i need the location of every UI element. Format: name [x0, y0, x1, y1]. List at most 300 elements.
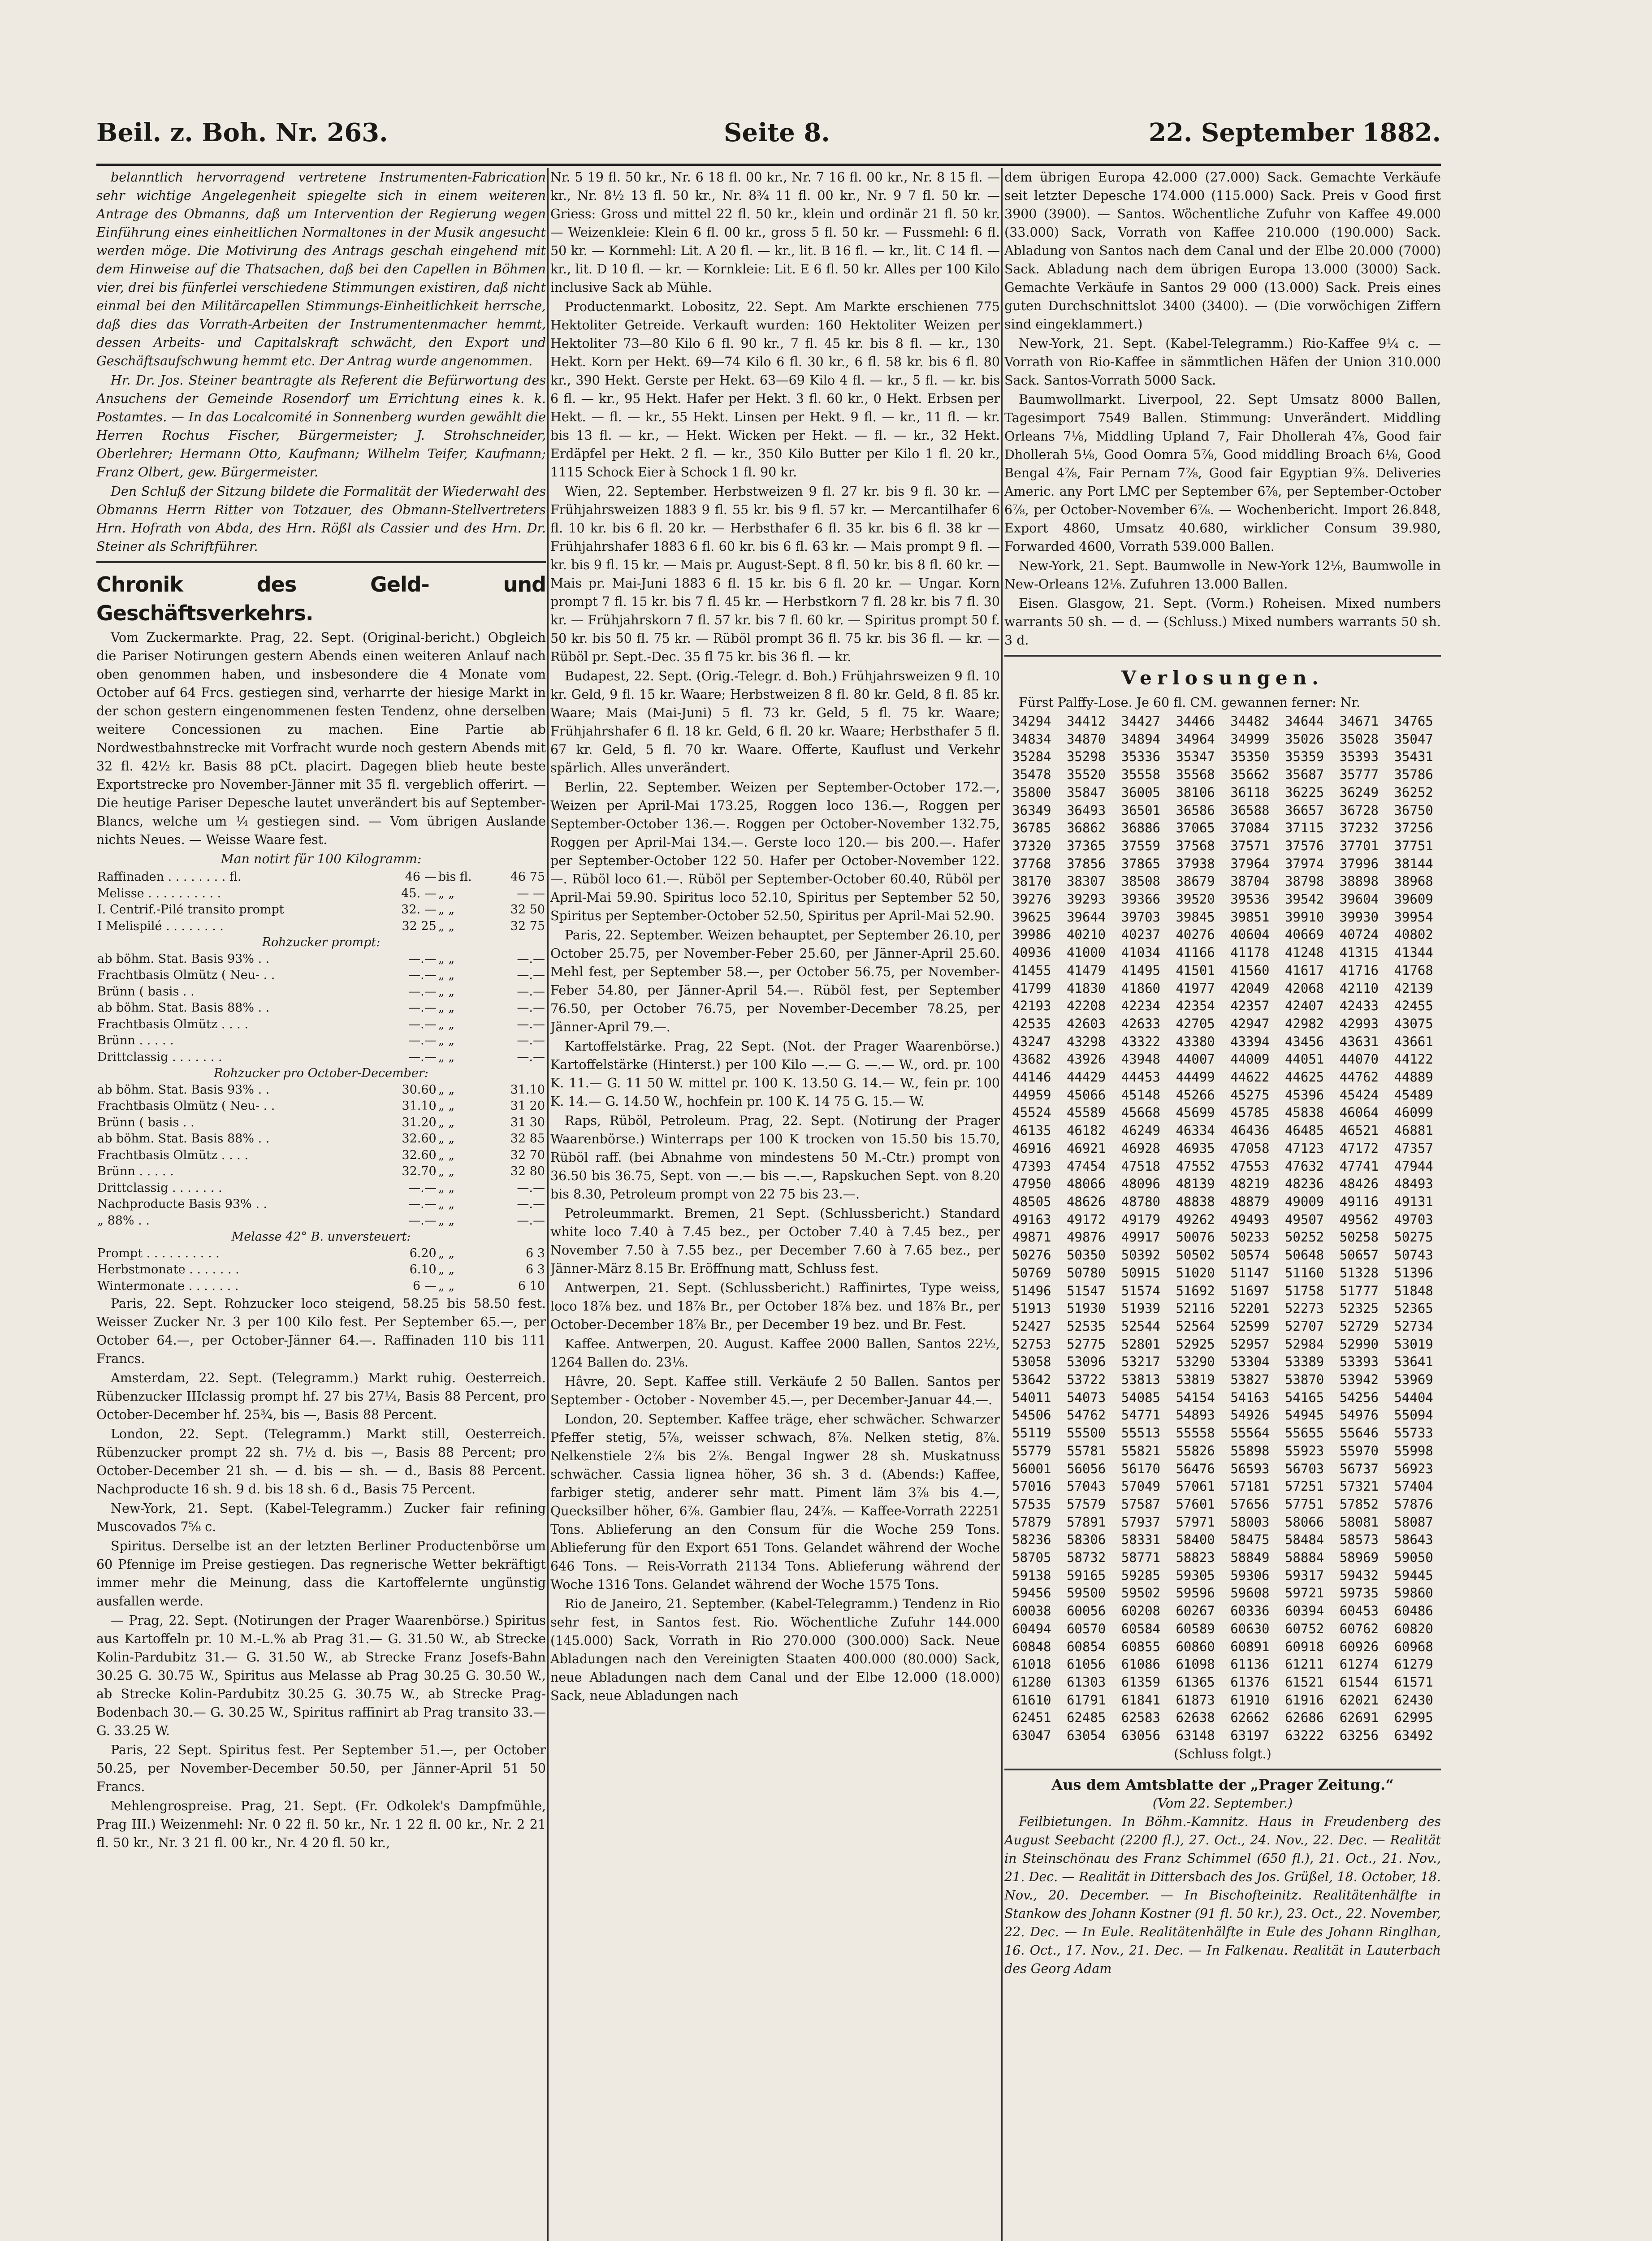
section-divider — [96, 561, 546, 563]
lottery-number: 50258 — [1339, 1229, 1379, 1245]
market-report: Amsterdam, 22. Sept. (Telegramm.) Markt ruhig. Oesterreich. Rübenzucker IIIclassig prompt hf. 27 bis 27¼, Basis 88 Percent, pro October-December hf. 25¾, bis —, Basis 88 Percent. — [96, 1371, 546, 1422]
market-report: Kartoffelstärke. Prag, 22 Sept. (Not. der Prager Waarenbörse.) Kartoffelstärke (Hinterst.) per 100 Kilo —.— G. —.— W., ord. pr. 100 K. 11.— G. 11 50 W. mittel pr. 100 K. 13.50 G. 14.— W., fein pr. 100 K. 14.— G. 14.50 W., hochfein pr. 100 K. 14 75 G. 15.— W. — [550, 1039, 1000, 1109]
lottery-number: 46485 — [1284, 1123, 1324, 1138]
lottery-number: 48780 — [1121, 1194, 1161, 1209]
lottery-number: 43948 — [1121, 1051, 1161, 1067]
column-2 — [550, 168, 1000, 2241]
lottery-number: 37768 — [1012, 856, 1051, 871]
section-divider — [1004, 1769, 1441, 1770]
lottery-number: 38170 — [1012, 874, 1051, 889]
lottery-row — [1004, 909, 1441, 926]
lottery-number: 51020 — [1176, 1265, 1215, 1281]
lottery-row — [1004, 1371, 1441, 1389]
price-cell-mid: „ „ — [438, 1164, 455, 1178]
price-cell-name: Prompt . . . . . . . . . . — [97, 1246, 220, 1260]
lottery-number: 35336 — [1121, 749, 1161, 765]
lottery-number: 58484 — [1284, 1532, 1324, 1548]
price-cell-name: „ 88% . . — [97, 1213, 150, 1228]
lottery-number: 57876 — [1394, 1496, 1433, 1512]
lottery-number: 45275 — [1230, 1087, 1270, 1103]
price-cell-a: 32.70 — [402, 1164, 437, 1178]
lottery-number: 37559 — [1121, 838, 1161, 853]
price-cell-name: Herbstmonate . . . . . . . — [97, 1263, 239, 1276]
lottery-number: 37568 — [1176, 838, 1215, 853]
lottery-number: 58884 — [1284, 1550, 1324, 1566]
lottery-number: 50780 — [1066, 1265, 1106, 1281]
price-cell-a: —.— — [408, 1017, 437, 1031]
lottery-number: 59502 — [1121, 1585, 1161, 1601]
lottery-number: 48219 — [1230, 1176, 1270, 1192]
lottery-number: 35558 — [1121, 767, 1161, 783]
lottery-number: 54154 — [1176, 1389, 1215, 1405]
lottery-row — [1004, 837, 1441, 855]
lottery-number: 48236 — [1284, 1176, 1324, 1192]
lottery-number: 62430 — [1394, 1692, 1433, 1708]
lottery-number: 62638 — [1176, 1710, 1215, 1726]
lottery-number: 49009 — [1284, 1194, 1324, 1209]
price-cell-name: Brünn ( basis . . — [97, 984, 195, 999]
lottery-number: 39609 — [1394, 891, 1433, 907]
lottery-number: 54976 — [1339, 1407, 1379, 1423]
lottery-number: 60208 — [1121, 1603, 1161, 1619]
lottery-number: 43075 — [1394, 1016, 1433, 1031]
price-cell-mid: „ „ — [438, 1148, 455, 1162]
price-row — [96, 934, 546, 951]
market-report: Mehlengrospreise. Prag, 21. Sept. (Fr. Odkolek's Dampfmühle, Prag III.) Weizenmehl: Nr. 0 22 fl. 50 kr., Nr. 1 22 fl. 00 kr., Nr. 2 21 fl. 50 kr., Nr. 3 21 fl. 00 kr., Nr. 4 20 fl. 50 kr., — [96, 1799, 546, 1850]
lottery-row — [1004, 1389, 1441, 1407]
market-report: Paris, 22 Sept. Spiritus fest. Per September 51.—, per October 50.25, per November-December 50.50, per Jänner-April 51 50 Francs. — [96, 1743, 546, 1794]
lottery-row — [1004, 1336, 1441, 1354]
lottery-number: 60394 — [1284, 1603, 1324, 1619]
lottery-number: 39542 — [1284, 891, 1324, 907]
lottery-number: 45838 — [1284, 1105, 1324, 1120]
lottery-number: 47552 — [1176, 1158, 1215, 1174]
lottery-number: 34412 — [1066, 714, 1106, 729]
lottery-number: 41178 — [1230, 945, 1270, 960]
lottery-number: 41000 — [1066, 945, 1106, 960]
lottery-number: 56737 — [1339, 1461, 1379, 1476]
price-cell-a: —.— — [408, 984, 437, 999]
lottery-number: 50743 — [1394, 1247, 1433, 1263]
lottery-number: 37964 — [1230, 856, 1270, 871]
lottery-number: 54893 — [1176, 1407, 1215, 1423]
price-cell-name: I. Centrif.-Pilé transito prompt — [97, 903, 284, 917]
lottery-number: 51939 — [1121, 1301, 1161, 1316]
price-cell-name: I Melispilé . . . . . . . . — [97, 919, 224, 933]
price-cell-a: 46 — — [405, 870, 437, 884]
lottery-number: 37701 — [1339, 838, 1379, 853]
lottery-number: 62691 — [1339, 1710, 1379, 1726]
lottery-number: 36588 — [1230, 802, 1270, 818]
lottery-number: 38798 — [1284, 874, 1324, 889]
price-row — [96, 918, 546, 935]
price-cell-mid: „ „ — [438, 1082, 455, 1097]
lottery-number: 57181 — [1230, 1479, 1270, 1494]
price-row — [96, 886, 546, 902]
price-subheading: Rohzucker prompt: — [262, 935, 381, 949]
lottery-number: 63047 — [1012, 1728, 1051, 1743]
lottery-number: 35520 — [1066, 767, 1106, 783]
lottery-row — [1004, 1015, 1441, 1033]
price-cell-b: 32 85 — [510, 1132, 545, 1146]
price-row — [96, 1049, 546, 1066]
price-row — [96, 1065, 546, 1082]
lottery-number: 60267 — [1176, 1603, 1215, 1619]
lottery-number: 48838 — [1176, 1194, 1215, 1209]
price-row — [96, 1098, 546, 1115]
lottery-row — [1004, 1460, 1441, 1478]
lottery-number: 60486 — [1394, 1603, 1433, 1619]
lottery-number: 60584 — [1121, 1621, 1161, 1636]
lottery-number: 55564 — [1230, 1425, 1270, 1441]
price-cell-mid: „ „ — [438, 886, 455, 900]
lottery-number: 50252 — [1284, 1229, 1324, 1245]
lottery-number: 61136 — [1230, 1657, 1270, 1672]
price-cell-name: Melisse . . . . . . . . . . — [97, 886, 221, 900]
lottery-number: 55558 — [1176, 1425, 1215, 1441]
price-cell-mid: „ „ — [438, 984, 455, 999]
price-cell-a: 32.60 — [402, 1132, 437, 1146]
lottery-number: 55923 — [1284, 1443, 1324, 1458]
price-row — [96, 1229, 546, 1246]
lottery-number: 46921 — [1066, 1140, 1106, 1156]
lottery-number: 50276 — [1012, 1247, 1051, 1263]
lottery-number: 57601 — [1176, 1496, 1215, 1512]
lottery-number: 60860 — [1176, 1639, 1215, 1654]
lottery-number: 38898 — [1339, 874, 1379, 889]
lottery-number: 53642 — [1012, 1372, 1051, 1388]
lottery-number: 61521 — [1284, 1674, 1324, 1690]
market-report: Rio de Janeiro, 21. September. (Kabel-Telegramm.) Tendenz in Rio sehr fest, in Santos fest. Rio. Wöchentliche Zufuhr 144.000 (145.000) Sack, Vorrath in Rio 270.000 (300.000) Sack. Neue Abladungen nach den Vereinigten Staaten 400.000 (80.000) Sack, neue Abladungen nach dem Canal und der Elbe 12.000 (18.000) Sack, neue Abladungen nach — [550, 1596, 1000, 1703]
lottery-row — [1004, 784, 1441, 802]
lottery-number: 46521 — [1339, 1123, 1379, 1138]
lottery-number: 47944 — [1394, 1158, 1433, 1174]
market-report: dem übrigen Europa 42.000 (27.000) Sack. Gemachte Verkäufe seit letzter Depesche 174.000 (115.000) Sack. Preis v Good first 3900 (3900). — Santos. Wöchentliche Zufuhr von Kaffee 49.000 (33.000) Sack, Vorrath von Kaffee 210.000 (190.000) Sack. Abladung von Santos nach dem Canal und der Elbe 20.000 (7000) Sack. Abladung nach dem übrigen Europa 13.000 (3000) Sack. Gemachte Verkäufe in Santos 29 000 (13.000) Sack. Preis eines guten Durchschnittslot 3400 (3400). — (Die vorwöchigen Ziffern sind eingeklammert.) — [1004, 170, 1441, 332]
page-number: Seite 8. — [724, 118, 830, 147]
lottery-number: 47553 — [1230, 1158, 1270, 1174]
lottery-number: 37571 — [1230, 838, 1270, 853]
lottery-number: 41495 — [1121, 962, 1161, 978]
price-cell-mid: „ „ — [438, 1197, 455, 1211]
lottery-row — [1004, 748, 1441, 766]
lottery-number: 42193 — [1012, 998, 1051, 1014]
lottery-row — [1004, 1638, 1441, 1656]
lottery-row — [1004, 1549, 1441, 1567]
market-report: Eisen. Glasgow, 21. Sept. (Vorm.) Roheisen. Mixed numbers warrants 50 sh. — d. — (Schluss.) Mixed numbers warrants 50 sh. 3 d. — [1004, 596, 1441, 648]
lottery-number: 58066 — [1284, 1514, 1324, 1530]
lottery-number: 55094 — [1394, 1407, 1433, 1423]
lottery-row — [1004, 1442, 1441, 1460]
price-cell-b: —.— — [517, 968, 545, 982]
lottery-number: 56593 — [1230, 1461, 1270, 1476]
lottery-row — [1004, 1140, 1441, 1158]
lottery-number: 37938 — [1176, 856, 1215, 871]
lottery-number: 52201 — [1230, 1301, 1270, 1316]
lottery-number: 60630 — [1230, 1621, 1270, 1636]
lottery-number: 35028 — [1339, 731, 1379, 747]
lottery-row — [1004, 1602, 1441, 1620]
market-report: New-York, 21. Sept. (Kabel-Telegramm.) Zucker fair refining Muscovados 7⅝ c. — [96, 1501, 546, 1534]
lottery-number: 38508 — [1121, 874, 1161, 889]
lottery-number: 35568 — [1176, 767, 1215, 783]
lottery-number: 53096 — [1066, 1354, 1106, 1370]
lottery-number: 48493 — [1394, 1176, 1433, 1192]
lottery-number: 55646 — [1339, 1425, 1379, 1441]
lottery-number: 58705 — [1012, 1550, 1051, 1566]
price-cell-mid: „ „ — [438, 1017, 455, 1031]
lottery-number: 53722 — [1066, 1372, 1106, 1388]
lottery-number: 35800 — [1012, 784, 1051, 800]
market-report: Raps, Rüböl, Petroleum. Prag, 22. Sept. (Notirung der Prager Waarenbörse.) Winterraps per 100 K trocken von 15.50 bis 15.70, Rüböl raff. (bei Abnahme von mindestens 50 M.-Ctr.) prompt von 36.50 bis 36.75, Sept. von —.— bis —.—, Rapskuchen Sept. von 8.20 bis 8.30, Petroleum prompt von 22 75 bis 23.—. — [550, 1113, 1000, 1202]
lottery-number: 44762 — [1339, 1069, 1379, 1085]
lottery-number: 38679 — [1176, 874, 1215, 889]
lottery-number: 49871 — [1012, 1229, 1051, 1245]
lottery-number: 54163 — [1230, 1389, 1270, 1405]
lottery-number: 41830 — [1066, 980, 1106, 996]
lottery-row — [1004, 1033, 1441, 1051]
lottery-number: 44499 — [1176, 1069, 1215, 1085]
lottery-number: 61279 — [1394, 1657, 1433, 1672]
lottery-number: 57656 — [1230, 1496, 1270, 1512]
price-row — [96, 1246, 546, 1262]
lottery-number: 59860 — [1394, 1585, 1433, 1601]
lottery-number: 52753 — [1012, 1336, 1051, 1352]
lottery-number: 41560 — [1230, 962, 1270, 978]
lottery-number: 52325 — [1339, 1301, 1379, 1316]
lottery-number: 39703 — [1121, 909, 1161, 925]
lottery-row — [1004, 1531, 1441, 1549]
lottery-number: 45699 — [1176, 1105, 1215, 1120]
lottery-row — [1004, 1424, 1441, 1442]
lottery-row — [1004, 873, 1441, 891]
lottery-number: 44009 — [1230, 1051, 1270, 1067]
lottery-number: 52801 — [1121, 1336, 1161, 1352]
price-cell-b: 32 50 — [510, 903, 545, 917]
lottery-number: 62583 — [1121, 1710, 1161, 1726]
column-3 — [1004, 168, 1441, 2241]
lottery-number: 50648 — [1284, 1247, 1324, 1263]
lottery-number: 57251 — [1284, 1479, 1324, 1494]
lottery-number: 53827 — [1230, 1372, 1270, 1388]
lottery-number: 37974 — [1284, 856, 1324, 871]
lottery-number: 52535 — [1066, 1318, 1106, 1334]
price-cell-name: ab böhm. Stat. Basis 93% . . — [97, 1082, 270, 1097]
lottery-number: 43682 — [1012, 1051, 1051, 1067]
lottery-number: 57891 — [1066, 1514, 1106, 1530]
price-cell-a: —.— — [408, 1050, 437, 1064]
price-cell-a: —.— — [408, 1213, 437, 1228]
lottery-number: 57587 — [1121, 1496, 1161, 1512]
lottery-row — [1004, 1692, 1441, 1709]
lottery-number: 60926 — [1339, 1639, 1379, 1654]
price-cell-a: —.— — [408, 952, 437, 966]
lottery-row — [1004, 962, 1441, 980]
lottery-number: 39644 — [1066, 909, 1106, 925]
lottery-number: 43380 — [1176, 1034, 1215, 1049]
lottery-number: 34765 — [1394, 714, 1433, 729]
lottery-number: 60918 — [1284, 1639, 1324, 1654]
lottery-number: 45424 — [1339, 1087, 1379, 1103]
lottery-row — [1004, 731, 1441, 748]
lottery-number: 61610 — [1012, 1692, 1051, 1708]
lottery-row — [1004, 1709, 1441, 1727]
lottery-number: 62485 — [1066, 1710, 1106, 1726]
lottery-number: 43456 — [1284, 1034, 1324, 1049]
lottery-number: 54256 — [1339, 1389, 1379, 1405]
lottery-number: 37256 — [1394, 820, 1433, 836]
lottery-number: 51913 — [1012, 1301, 1051, 1316]
price-cell-a: 31.10 — [402, 1099, 437, 1113]
lottery-number: 49876 — [1066, 1229, 1106, 1245]
lottery-number: 53813 — [1121, 1372, 1161, 1388]
section-divider — [1004, 655, 1441, 657]
market-report: — Prag, 22. Sept. (Notirungen der Prager Waarenbörse.) Spiritus aus Kartoffeln pr. 10 M.-L.% ab Prag 31.— G. 31.50 W., ab Strecke Kolin-Pardubitz 31.— G. 31.50 W., ab Strecke Franz Josefs-Bahn 30.25 G. 30.75 W., Spiritus aus Melasse ab Prag 30.25 G. 30.50 W., ab Strecke Kolin-Pardubitz 30.25 G. 30.75 W., ab Strecke Prag-Bodenbach 30.— G. 30.25 W., Spiritus raffinirt ab Prag transito 33.— G. 33.25 W. — [96, 1613, 546, 1738]
lottery-number: 39930 — [1339, 909, 1379, 925]
price-row — [96, 1131, 546, 1147]
lottery-number: 42455 — [1394, 998, 1433, 1014]
lottery-number: 42993 — [1339, 1016, 1379, 1031]
lottery-number: 52116 — [1176, 1301, 1215, 1316]
price-cell-a: 32.60 — [402, 1148, 437, 1162]
lottery-number: 57852 — [1339, 1496, 1379, 1512]
lottery-number: 54404 — [1394, 1389, 1433, 1405]
price-cell-b: 32 80 — [510, 1164, 545, 1178]
lottery-number: 41166 — [1176, 945, 1215, 960]
lottery-number: 52273 — [1284, 1301, 1324, 1316]
lottery-number: 42947 — [1230, 1016, 1270, 1031]
lottery-number: 53019 — [1394, 1336, 1433, 1352]
market-report: Kaffee. Antwerpen, 20. August. Kaffee 2000 Ballen, Santos 22½, 1264 Ballen do. 23⅛. — [550, 1337, 1000, 1370]
lottery-row — [1004, 1158, 1441, 1176]
price-row — [96, 1147, 546, 1164]
lottery-number: 45489 — [1394, 1087, 1433, 1103]
price-cell-a: 31.20 — [402, 1115, 437, 1129]
lottery-number: 55733 — [1394, 1425, 1433, 1441]
lottery-number: 52734 — [1394, 1318, 1433, 1334]
lottery-number: 57971 — [1176, 1514, 1215, 1530]
price-row — [96, 951, 546, 968]
lottery-number: 44622 — [1230, 1069, 1270, 1085]
lottery-number: 56476 — [1176, 1461, 1215, 1476]
lottery-number: 34466 — [1176, 714, 1215, 729]
lottery-number: 55119 — [1012, 1425, 1051, 1441]
lottery-number: 61791 — [1066, 1692, 1106, 1708]
lottery-row — [1004, 819, 1441, 837]
lottery-number: 58849 — [1230, 1550, 1270, 1566]
lottery-number: 43631 — [1339, 1034, 1379, 1049]
lottery-row — [1004, 1069, 1441, 1086]
lottery-number: 52775 — [1066, 1336, 1106, 1352]
lottery-number: 51160 — [1284, 1265, 1324, 1281]
price-row — [96, 1033, 546, 1049]
lottery-number: 59050 — [1394, 1550, 1433, 1566]
lottery-number: 60570 — [1066, 1621, 1106, 1636]
price-cell-a: —.— — [408, 1197, 437, 1211]
lottery-number: 41716 — [1339, 962, 1379, 978]
lottery-number: 55655 — [1284, 1425, 1324, 1441]
lottery-number: 36785 — [1012, 820, 1051, 836]
lottery-number: 42705 — [1176, 1016, 1215, 1031]
lottery-number: 47123 — [1284, 1140, 1324, 1156]
lottery-row — [1004, 1353, 1441, 1371]
lottery-number: 36005 — [1121, 784, 1161, 800]
price-cell-b: 31.10 — [510, 1082, 545, 1097]
lottery-number: 34482 — [1230, 714, 1270, 729]
lottery-number: 59317 — [1284, 1567, 1324, 1583]
lottery-number: 63148 — [1176, 1728, 1215, 1743]
lottery-number: 40724 — [1339, 927, 1379, 943]
lottery-number: 42433 — [1339, 998, 1379, 1014]
lottery-number: 39845 — [1176, 909, 1215, 925]
lottery-number: 54762 — [1066, 1407, 1106, 1423]
lottery-number: 60752 — [1284, 1621, 1324, 1636]
lottery-number: 54165 — [1284, 1389, 1324, 1405]
lottery-number: 55826 — [1176, 1443, 1215, 1458]
price-cell-name: Drittclassig . . . . . . . — [97, 1181, 222, 1195]
lottery-number: 46064 — [1339, 1105, 1379, 1120]
lottery-number: 60891 — [1230, 1639, 1270, 1654]
price-row — [96, 984, 546, 1000]
lottery-number: 36349 — [1012, 802, 1051, 818]
lottery-number: 38106 — [1176, 784, 1215, 800]
price-cell-b: — — — [517, 886, 545, 900]
lottery-number: 48426 — [1339, 1176, 1379, 1192]
lottery-number: 54073 — [1066, 1389, 1106, 1405]
lottery-number: 60336 — [1230, 1603, 1270, 1619]
lottery-number: 59596 — [1176, 1585, 1215, 1601]
lottery-number: 50657 — [1339, 1247, 1379, 1263]
lottery-number: 57061 — [1176, 1479, 1215, 1494]
lottery-number: 50275 — [1394, 1229, 1433, 1245]
lottery-number: 47357 — [1394, 1140, 1433, 1156]
lottery-number: 34671 — [1339, 714, 1379, 729]
lottery-number: 35847 — [1066, 784, 1106, 800]
lottery-number: 37232 — [1339, 820, 1379, 836]
lottery-number: 41860 — [1121, 980, 1161, 996]
price-cell-mid: „ „ — [438, 903, 455, 917]
price-cell-mid: „ „ — [438, 1099, 455, 1113]
lottery-number: 49917 — [1121, 1229, 1161, 1245]
lottery-number: 44146 — [1012, 1069, 1051, 1085]
price-cell-mid: „ „ — [438, 968, 455, 982]
lottery-number: 54085 — [1121, 1389, 1161, 1405]
lottery-number: 36249 — [1339, 784, 1379, 800]
lottery-row — [1004, 1122, 1441, 1140]
lottery-number: 37115 — [1284, 820, 1324, 836]
issue-reference: Beil. z. Boh. Nr. 263. — [96, 118, 388, 147]
lottery-number: 56170 — [1121, 1461, 1161, 1476]
price-cell-name: Brünn . . . . . — [97, 1164, 174, 1178]
lottery-number: 62451 — [1012, 1710, 1051, 1726]
sugar-market-report: Vom Zuckermarkte. Prag, 22. Sept. (Original-bericht.) Obgleich die Pariser Notirungen gestern Abends einen weiteren Anlauf nach oben genommen haben, und insbesondere die 4 Monate vom October auf 64 Frcs. gestiegen sind, verharrte der hiesige Markt in der schon gestern eingenommenen festen Tendenz, ohne derselben weitere Concessionen zu machen. Eine Partie ab Nordwestbahnstrecke mit Vorfracht wurde noch gestern Abends mit 32 fl. 42½ kr. Basis 88 pCt. placirt. Dagegen blieb heute beste Exportstrecke pro November-Jänner mit 35 fl. vergeblich offerirt. — Die heutige Pariser Depesche lautet unverändert bis auf September-Blancs, welche um ¼ gestiegen sind. — Vom übrigen Auslande nichts Neues. — Weisse Waare fest. — [96, 630, 546, 847]
lottery-row — [1004, 713, 1441, 731]
lottery-number: 53969 — [1394, 1372, 1433, 1388]
amtsblatt-date: (Vom 22. September.) — [1152, 1795, 1293, 1811]
price-cell-mid: „ „ — [438, 1279, 455, 1293]
lottery-number: 49163 — [1012, 1211, 1051, 1227]
lottery-number: 42407 — [1284, 998, 1324, 1014]
lottery-number: 35393 — [1339, 749, 1379, 765]
sugar-price-table — [96, 869, 546, 1294]
lottery-number: 54011 — [1012, 1389, 1051, 1405]
page-header — [96, 101, 1441, 166]
lottery-number: 61211 — [1284, 1657, 1324, 1672]
lottery-number: 50233 — [1230, 1229, 1270, 1245]
lottery-number: 57043 — [1066, 1479, 1106, 1494]
lottery-number: 54945 — [1284, 1407, 1324, 1423]
lottery-number: 48139 — [1176, 1176, 1215, 1192]
price-cell-name: ab böhm. Stat. Basis 93% . . — [97, 952, 270, 966]
